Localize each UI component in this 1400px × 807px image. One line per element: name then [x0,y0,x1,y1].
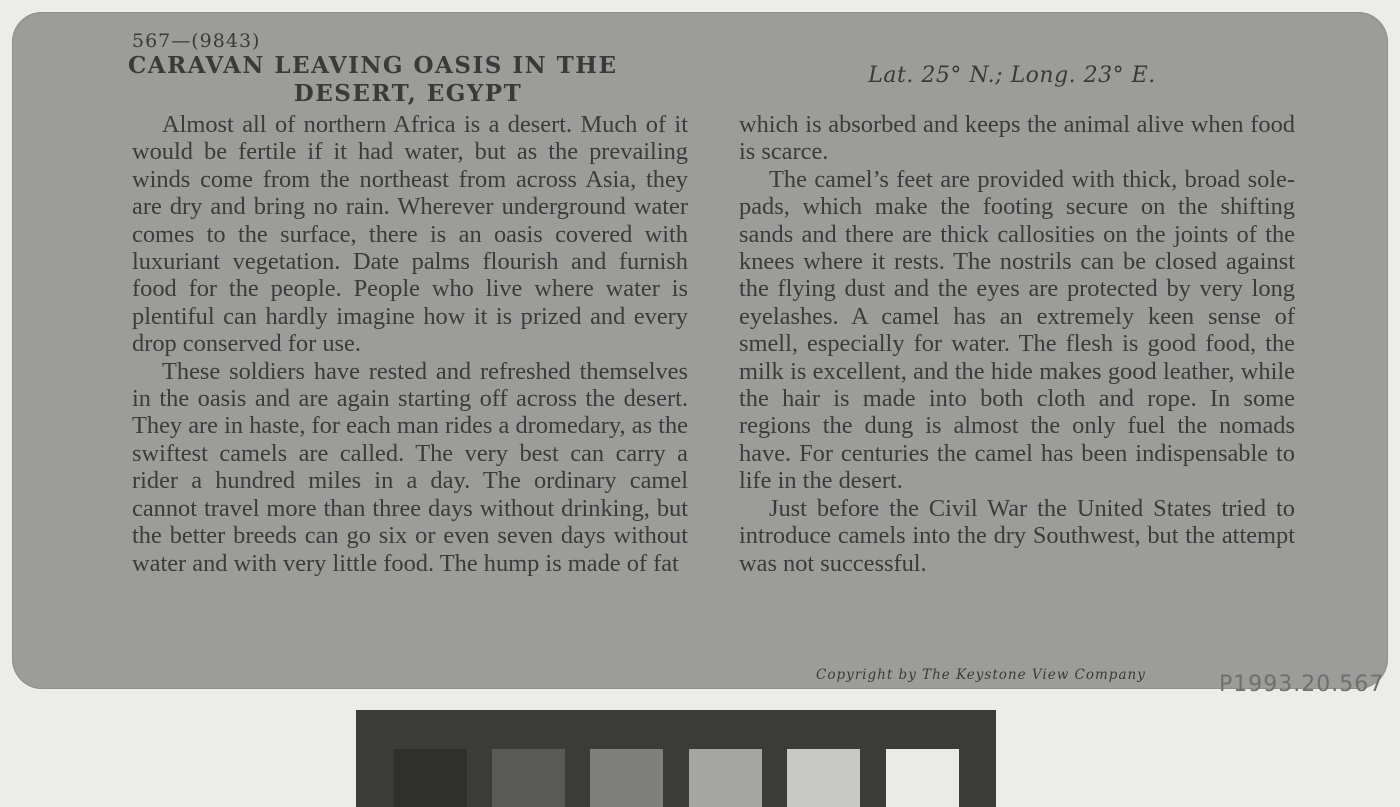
gray-swatch [886,749,959,807]
paragraph: Just before the Civil War the United States tried to introduce camels into the dry Southwest, but the attempt was not successful. [739,494,1295,577]
paragraph: Almost all of northern Africa is a desert. Much of it would be fertile if it had water, but as the prevailing winds come from the northeast from across Asia, they are dry and bring no rain. Wherever underground water comes to the surface, there is an oasis covered with luxuriant vegetation. Date palms flourish and furnish food for the people. People who live where water is plentiful can hardly imagine how it is prized and every drop conserved for use. [132,111,688,358]
color-calibration-bar [356,710,996,807]
text-column-right [739,111,1295,577]
gray-swatch [787,749,860,807]
paragraph: These soldiers have rested and refreshed themselves in the oasis and are again starting off across the desert. They are in haste, for each man rides a dromedary, as the swiftest camels are called. The very best can carry a rider a hundred miles in a day. The ordinary camel cannot travel more than three days without drinking, but the better breeds can go six or even seven days without water and with very little food. The hump is made of fat [132,357,688,577]
gray-swatch [689,749,762,807]
accession-number: P1993.20.567 [1219,672,1385,697]
stereoview-card-back [12,12,1388,697]
catalog-number: 567—(9843) [132,30,261,52]
title-line-2: DESERT, EGYPT [293,80,523,107]
title-line-1: CARAVAN LEAVING OASIS IN THE [128,52,618,79]
latitude-longitude: Lat. 25° N.; Long. 23° E. [868,63,1156,88]
paragraph: The camel’s feet are provided with thick, broad sole-pads, which make the footing secure on the shifting sands and there are thick callosities on the joints of the knees where it rests. The nostrils can be closed against the flying dust and the eyes are protected by very long eyelashes. A camel has an extremely keen sense of smell, especially for water. The flesh is good food, the milk is excellent, and the hide makes good leather, while the hair is made into both cloth and rope. In some regions the dung is almost the only fuel the nomads have. For centuries the camel has been indispensable to life in the desert. [739,165,1295,495]
gray-swatch [492,749,565,807]
text-column-left [132,111,688,577]
gray-swatch [394,749,467,807]
copyright-notice: Copyright by The Keystone View Company [816,667,1146,683]
paragraph: which is absorbed and keeps the animal alive when food is scarce. [739,111,1295,166]
card-title [128,52,688,108]
gray-swatch [590,749,663,807]
